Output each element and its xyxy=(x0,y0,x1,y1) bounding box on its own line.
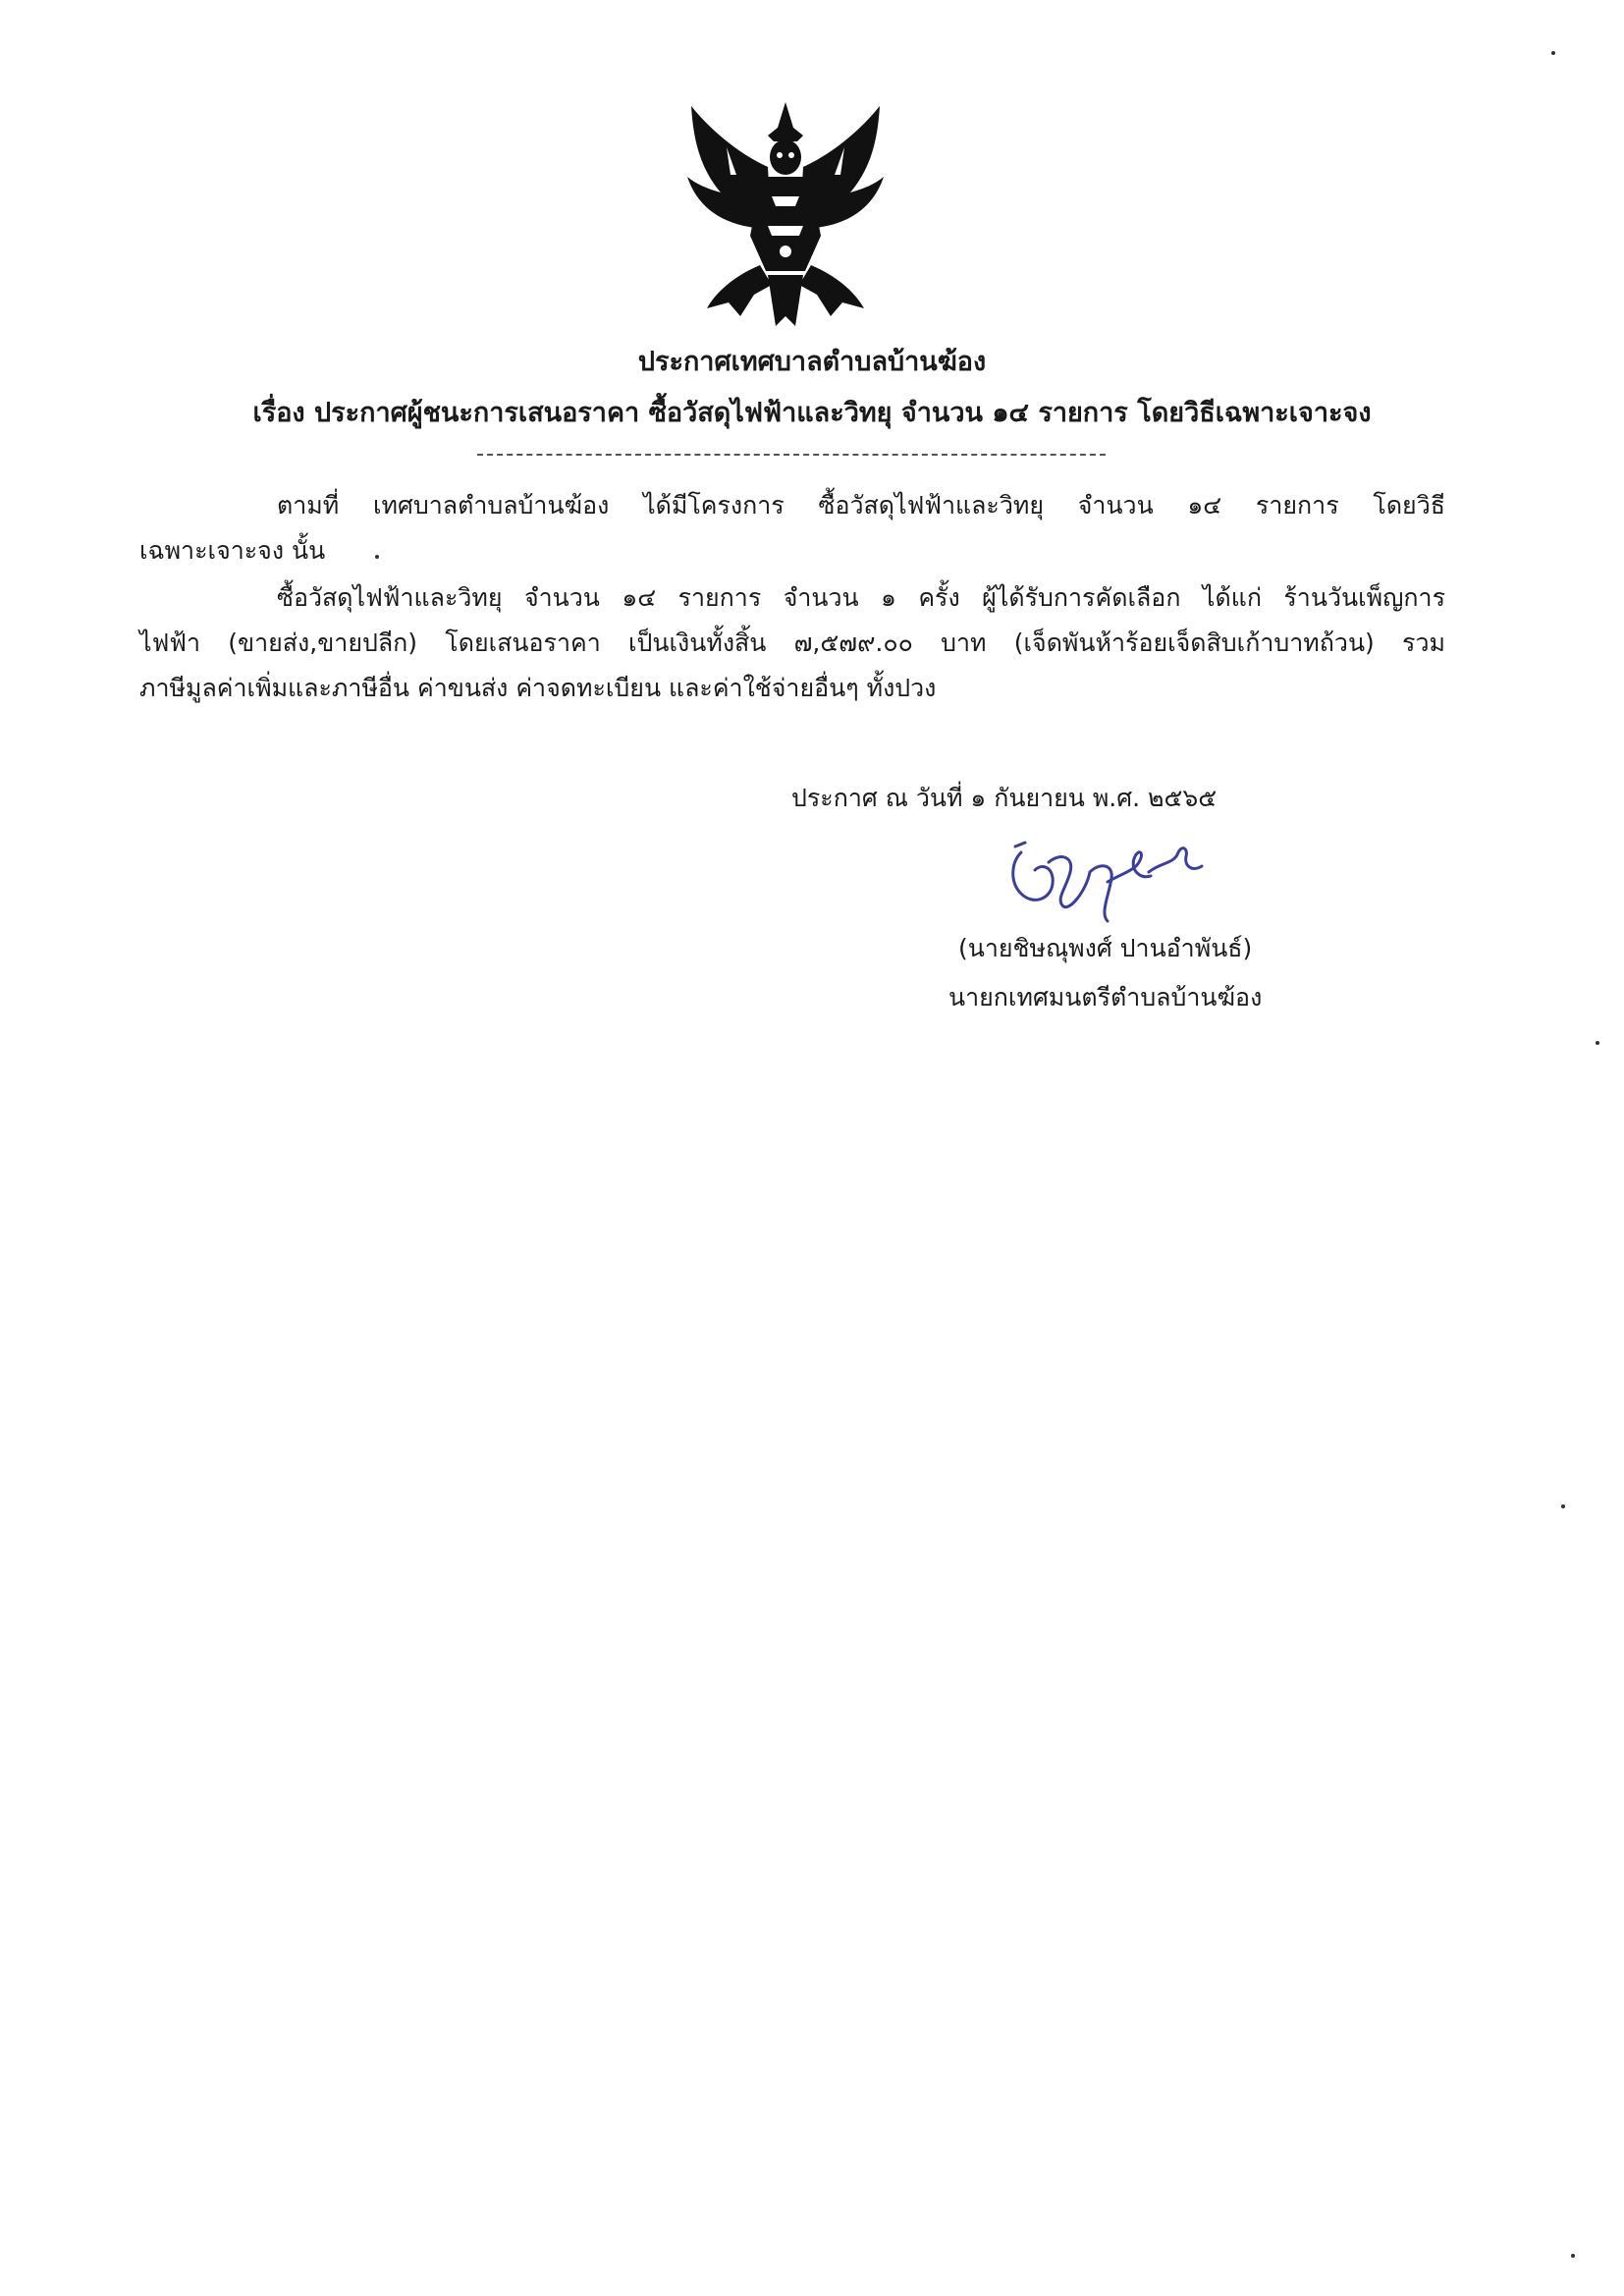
signer-name: (นายชิษณุพงศ์ ปานอำพันธ์) xyxy=(958,934,1253,962)
handwritten-signature xyxy=(992,823,1218,931)
scan-speck xyxy=(375,555,379,559)
paragraph-line: ไฟฟ้า (ขายส่ง,ขายปลีก) โดยเสนอราคา เป็นเงินทั้งสิ้น ๗,๕๗๙.๐๐ บาท (เจ็ดพันห้าร้อยเจ็ดสิบเก้าบาทถ้วน) รวม xyxy=(139,629,1445,657)
paragraph-project xyxy=(139,483,1445,574)
scan-speck xyxy=(1561,1504,1565,1508)
announcement-date: ประกาศ ณ วันที่ ๑ กันยายน พ.ศ. ๒๕๖๕ xyxy=(791,784,1218,812)
paragraph-line: ซื้อวัสดุไฟฟ้าและวิทยุ จำนวน ๑๔ รายการ จำนวน ๑ ครั้ง ผู้ได้รับการคัดเลือก ได้แก่ ร้านวันเพ็ญการ xyxy=(277,583,1445,612)
paragraph-winner xyxy=(139,575,1445,711)
signer-title: นายกเทศมนตรีตำบลบ้านฆ้อง xyxy=(948,983,1263,1011)
divider xyxy=(477,454,1106,456)
paragraph-line: เฉพาะเจาะจง นั้น xyxy=(139,536,326,565)
announcement-subject: เรื่อง ประกาศผู้ชนะการเสนอราคา ซื้อวัสดุไฟฟ้าและวิทยุ จำนวน ๑๔ รายการ โดยวิธีเฉพาะเจาะจง xyxy=(252,398,1372,428)
scan-speck xyxy=(1551,51,1555,55)
paragraph-line: ภาษีมูลค่าเพิ่มและภาษีอื่น ค่าขนส่ง ค่าจดทะเบียน และค่าใช้จ่ายอื่นๆ ทั้งปวง xyxy=(139,674,937,702)
scan-speck xyxy=(1596,1041,1599,1045)
paragraph-line: ตามที่ เทศบาลตำบลบ้านฆ้อง ได้มีโครงการ ซื้อวัสดุไฟฟ้าและวิทยุ จำนวน ๑๔ รายการ โดยวิธี xyxy=(277,491,1445,519)
announcement-title: ประกาศเทศบาลตำบลบ้านฆ้อง xyxy=(637,347,987,377)
garuda-emblem-icon xyxy=(677,98,893,334)
scan-speck xyxy=(1571,2254,1575,2258)
